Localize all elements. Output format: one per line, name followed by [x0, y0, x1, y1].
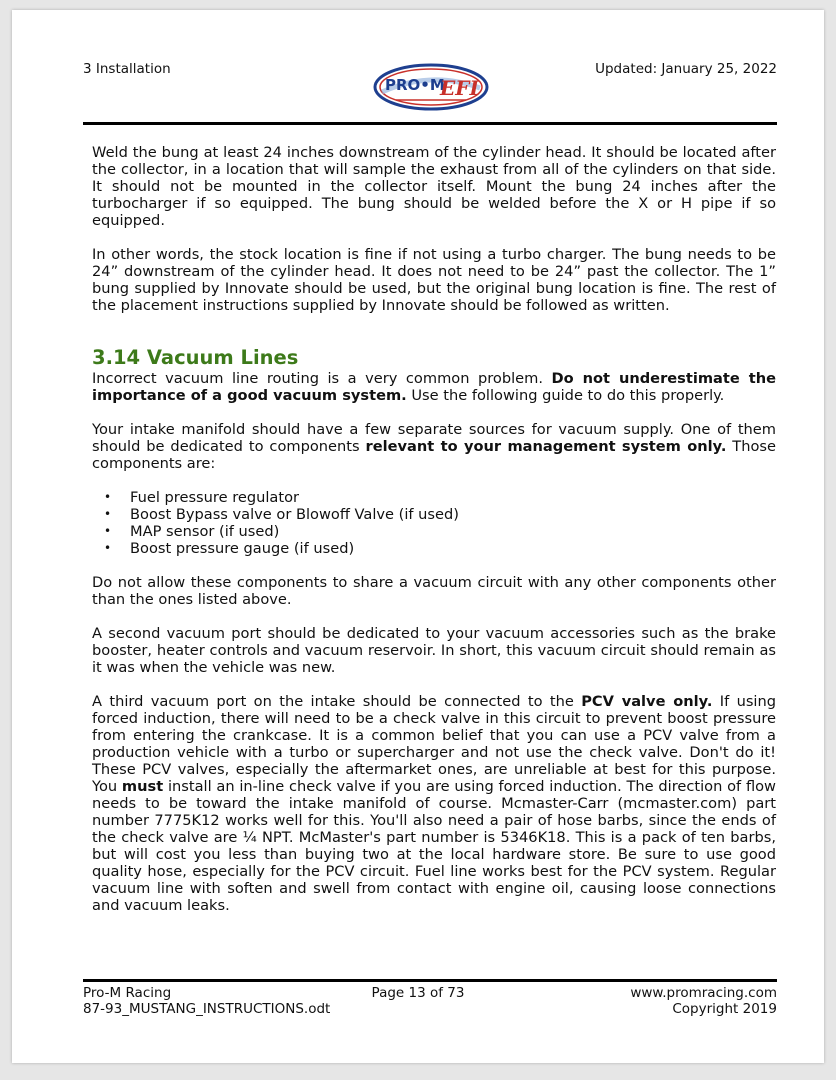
list-item: • Fuel pressure regulator [104, 489, 300, 506]
paragraph-stock-location: In other words, the stock location is fine if not using a turbo charger. The bung needs to be 24” downstream of the cylinder head. It does not need to be 24” past the collector. The 1” bung supplied by Innovate should be used, but the original bung location is fine. The rest of the placement instructions supplied by Innovate should be followed as written. [92, 246, 776, 314]
paragraph-bung-placement: Weld the bung at least 24 inches downstream of the cylinder head. It should be located after the collector, in a location that will sample the exhaust from all of the cylinders on that side. It should not be mounted in the collector itself. Mount the bung 24 inches after the turbocharger if so equipped. The bung should be welded before the X or H pipe if so equipped. [92, 144, 776, 229]
paragraph-vacuum-intro: Incorrect vacuum line routing is a very common problem. Do not underestimate the importance of a good vacuum system. Use the following guide to do this properly. [92, 370, 776, 404]
list-item: • Boost Bypass valve or Blowoff Valve (if used) [104, 506, 459, 523]
header-section: 3 Installation [83, 61, 171, 77]
paragraph-no-sharing: Do not allow these components to share a vacuum circuit with any other components other than the ones listed above. [92, 574, 776, 608]
footer-right [630, 985, 777, 1017]
section-heading: 3.14 Vacuum Lines [92, 346, 299, 369]
paragraph-second-port: A second vacuum port should be dedicated to your vacuum accessories such as the brake booster, heater controls and vacuum reservoir. In short, this vacuum circuit should remain as it was when the vehicle was new. [92, 625, 776, 676]
logo-efi: EFI [440, 76, 479, 100]
paragraph-vacuum-sources: Your intake manifold should have a few separate sources for vacuum supply. One of them should be dedicated to components relevant to your management system only. Those components are: [92, 421, 776, 472]
list-item: • MAP sensor (if used) [104, 523, 280, 540]
pro-m-efi-logo [372, 62, 490, 112]
footer-filename: 87-93_MUSTANG_INSTRUCTIONS.odt [83, 1001, 331, 1017]
page-number: Page 13 of 73 [371, 985, 465, 1001]
document-page [12, 10, 824, 1063]
footer-company: Pro-M Racing [83, 985, 172, 1001]
page-body [92, 144, 776, 914]
logo-brand: PRO•M [385, 76, 445, 94]
component-list [92, 489, 776, 557]
footer-rule [83, 979, 777, 982]
header-updated-date: Updated: January 25, 2022 [595, 61, 777, 77]
footer-copyright: Copyright 2019 [672, 1001, 777, 1017]
footer-website: www.promracing.com [630, 985, 777, 1001]
list-item: • Boost pressure gauge (if used) [104, 540, 355, 557]
paragraph-third-port: A third vacuum port on the intake should be connected to the PCV valve only. If using forced induction, there will need to be a check valve in this circuit to prevent boost pressure from entering the crankcase. It is a common belief that you can use a PCV valve from a production vehicle with a turbo or supercharger and not use the check valve. Don't do it! These PCV valves, especially the aftermarket ones, are unreliable at best for this purpose. You must install an in-line check valve if you are using forced induction. The direction of flow needs to be toward the intake manifold of course. Mcmaster-Carr (mcmaster.com) part number 7775K12 works well for this. You'll also need a pair of hose barbs, since the ends of the check valve are ¼ NPT. McMaster's part number is 5346K18. This is a pack of ten barbs, but will cost you less than buying two at the local hardware store. Be sure to use good quality hose, especially for the PCV circuit. Fuel line works best for the PCV system. Regular vacuum line with soften and swell from contact with engine oil, causing loose connections and vacuum leaks. [92, 693, 776, 914]
header-rule [83, 122, 777, 125]
